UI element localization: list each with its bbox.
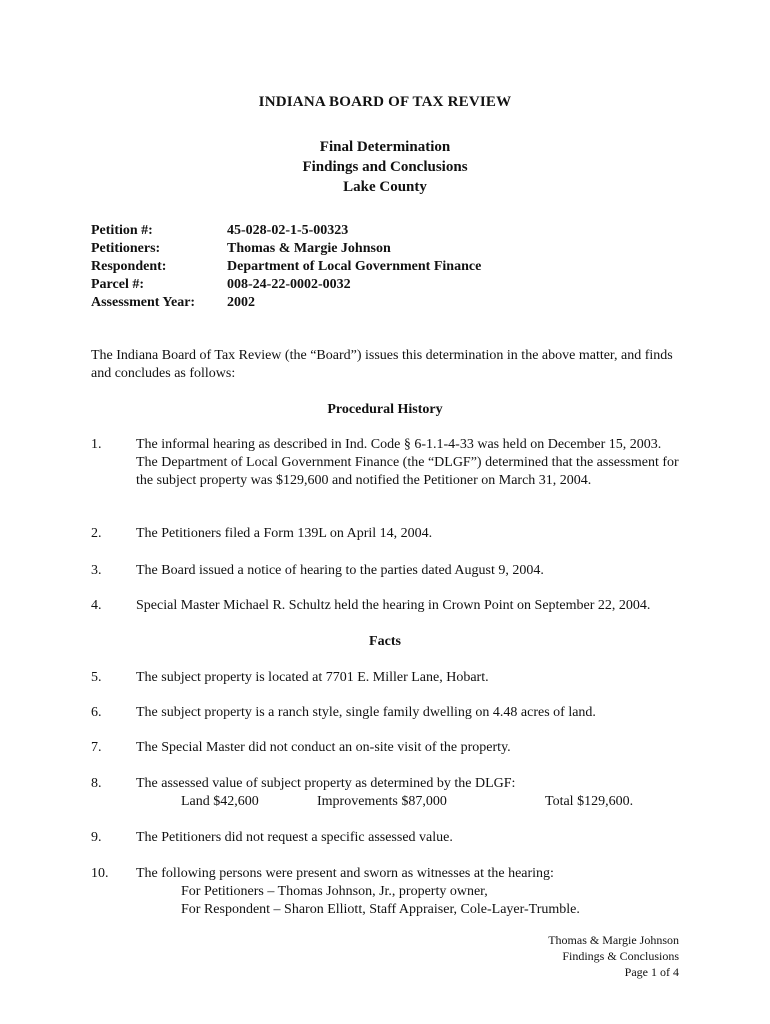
numbered-paragraph — [91, 669, 681, 687]
footer-petitioners: Thomas & Margie Johnson — [548, 933, 679, 947]
case-info-block — [91, 222, 481, 312]
document-title — [0, 137, 770, 197]
paragraph-body — [136, 775, 681, 811]
paragraph-text: The Petitioners did not request a specific assessed value. — [136, 830, 453, 845]
organization-title: INDIANA BOARD OF TAX REVIEW — [258, 94, 512, 110]
footer-page-number: Page 1 of 4 — [624, 965, 679, 979]
numbered-paragraph — [91, 739, 681, 757]
case-info-value: 45-028-02-1-5-00323 — [227, 223, 349, 238]
witness-petitioners: For Petitioners – Thomas Johnson, Jr., property owner, — [181, 884, 488, 899]
paragraph-body — [136, 865, 681, 919]
paragraph-number: 1. — [91, 437, 102, 452]
intro-paragraph: The Indiana Board of Tax Review (the “Board”) issues this determination in the above matter, and finds and concludes as follows: — [91, 348, 673, 381]
paragraph-text: The Petitioners filed a Form 139L on April 14, 2004. — [136, 526, 433, 541]
case-info-label: Petition #: — [91, 223, 153, 238]
paragraph-number: 5. — [91, 670, 102, 685]
numbered-paragraph — [91, 525, 681, 543]
paragraph-text: Special Master Michael R. Schultz held the hearing in Crown Point on September 22, 2004. — [136, 598, 651, 613]
case-info-label: Parcel #: — [91, 277, 144, 292]
numbered-paragraph — [91, 829, 681, 847]
case-info-row — [91, 276, 481, 294]
paragraph-number: 6. — [91, 705, 102, 720]
paragraph-number: 8. — [91, 776, 102, 791]
case-info-label: Petitioners: — [91, 241, 161, 256]
numbered-paragraph — [91, 562, 681, 580]
total-value: Total $129,600. — [545, 794, 634, 809]
page-footer — [548, 932, 679, 980]
land-value: Land $42,600 — [181, 794, 259, 809]
numbered-paragraph — [91, 436, 681, 490]
case-info-value: Thomas & Margie Johnson — [227, 241, 391, 256]
paragraph-number: 10. — [91, 866, 109, 881]
title-line-1: Final Determination — [319, 139, 451, 155]
title-line-3: Lake County — [343, 179, 427, 195]
case-info-value: 008-24-22-0002-0032 — [227, 277, 351, 292]
section-heading-procedural-history: Procedural History — [327, 402, 443, 417]
paragraph-text: The subject property is located at 7701 E. Miller Lane, Hobart. — [136, 670, 489, 685]
numbered-paragraph — [91, 597, 681, 615]
footer-document-name: Findings & Conclusions — [562, 949, 679, 963]
case-info-value: 2002 — [227, 295, 255, 310]
case-info-value: Department of Local Government Finance — [227, 259, 482, 274]
paragraph-text: The Special Master did not conduct an on-site visit of the property. — [136, 740, 511, 755]
numbered-paragraph — [91, 704, 681, 722]
section-heading-facts: Facts — [369, 634, 401, 649]
paragraph-number: 7. — [91, 740, 102, 755]
title-line-2: Findings and Conclusions — [302, 159, 468, 175]
numbered-paragraph — [91, 865, 681, 919]
paragraph-text: The following persons were present and sworn as witnesses at the hearing: — [136, 866, 554, 881]
paragraph-text: The subject property is a ranch style, single family dwelling on 4.48 acres of land. — [136, 705, 596, 720]
paragraph-text: The informal hearing as described in Ind. Code § 6-1.1-4-33 was held on December 15, 2003. The Department of Local Government Finance (the “DLGF”) determined that the assessment for the subject property was $129,600 and notified the Petitioner on March 31, 2004. — [136, 437, 679, 488]
improvements-value: Improvements $87,000 — [317, 794, 447, 809]
case-info-row — [91, 240, 481, 258]
case-info-row — [91, 294, 481, 312]
paragraph-number: 3. — [91, 563, 102, 578]
paragraph-text: The assessed value of subject property as determined by the DLGF: — [136, 776, 516, 791]
case-info-label: Assessment Year: — [91, 295, 196, 310]
case-info-row — [91, 222, 481, 240]
paragraph-text: The Board issued a notice of hearing to the parties dated August 9, 2004. — [136, 563, 544, 578]
paragraph-number: 9. — [91, 830, 102, 845]
assessed-values-line — [136, 793, 681, 811]
paragraph-number: 2. — [91, 526, 102, 541]
witness-respondent: For Respondent – Sharon Elliott, Staff Appraiser, Cole-Layer-Trumble. — [181, 902, 580, 917]
numbered-paragraph — [91, 775, 681, 811]
case-info-label: Respondent: — [91, 259, 167, 274]
case-info-row — [91, 258, 481, 276]
paragraph-number: 4. — [91, 598, 102, 613]
